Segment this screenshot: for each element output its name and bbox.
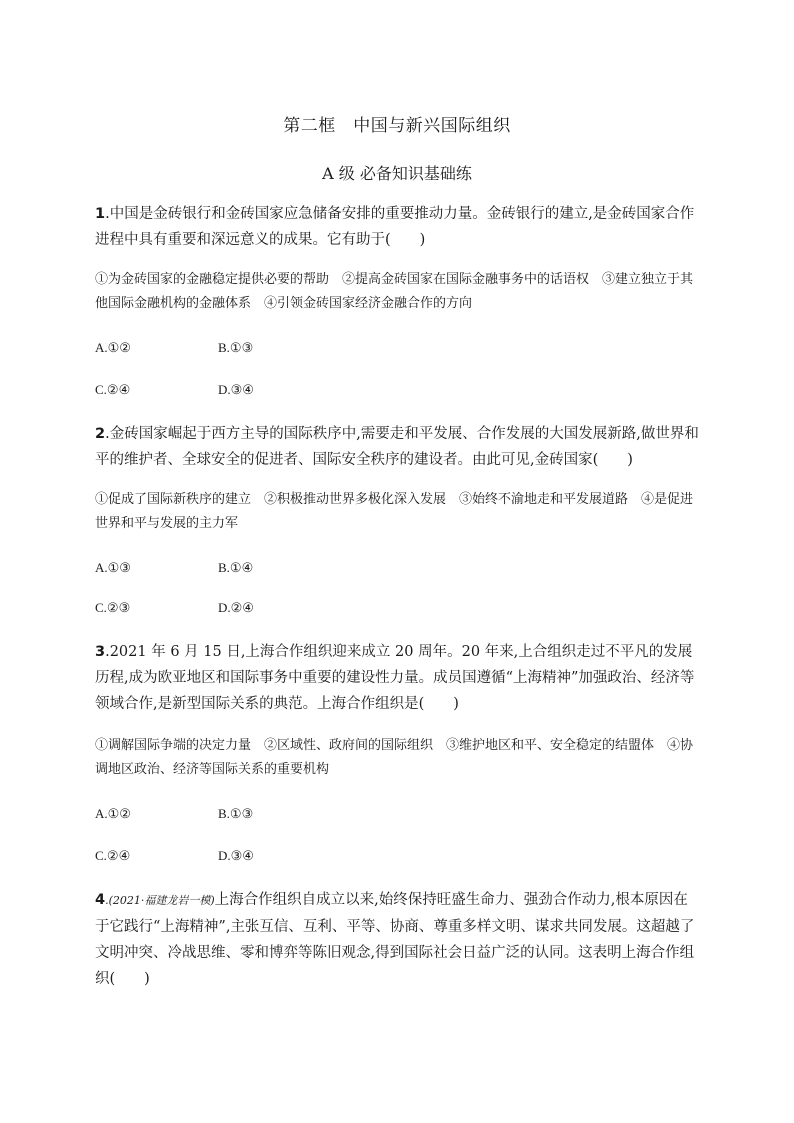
option-c: C.②④ [95,382,131,397]
question-number: 2 [95,426,106,442]
option-b: B.①④ [218,560,254,575]
option-a: A.①② [95,806,131,821]
question-2-statements: ①促成了国际新秩序的建立 ②积极推动世界多极化深入发展 ③始终不渝地走和平发展道路 ④是促进世界和平与发展的主力军 [95,492,694,531]
option-d: D.③④ [218,382,254,397]
question-3-stem: 3.2021 年 6 月 15 日,上海合作组织迎来成立 20 周年。20 年来,上合组织走过不平凡的发展历程,成为欧亚地区和国际事务中重要的建设性力量。成员国遵循“上海精神”加强政治、经济等领域合作,是新型国际关系的典范。上海合作组织是( ) [95,644,695,712]
question-number: 3 [95,644,106,660]
question-source: .(2021·福建龙岩一模) [105,894,215,907]
question-number: 4 [95,892,106,908]
page-title: 第二框 中国与新兴国际组织 [283,116,511,136]
option-d: D.②④ [218,600,254,615]
section-subtitle: A 级 必备知识基础练 [322,164,472,183]
question-number: 1 [95,206,106,222]
option-b: B.①③ [218,340,254,355]
option-b: B.①③ [218,806,254,821]
option-c: C.②③ [95,600,131,615]
question-3-statements: ①调解国际争端的决定力量 ②区域性、政府间的国际组织 ③维护地区和平、安全稳定的结盟体 ④协调地区政治、经济等国际关系的重要机构 [95,738,694,777]
question-1-stem: 1.中国是金砖银行和金砖国家应急储备安排的重要推动力量。金砖银行的建立,是金砖国家合作进程中具有重要和深远意义的成果。它有助于( ) [95,206,695,248]
question-4-stem: 4.(2021·福建龙岩一模)上海合作组织自成立以来,始终保持旺盛生命力、强劲合作动力,根本原因在于它践行“上海精神”,主张互信、互利、平等、协商、尊重多样文明、谋求共同发展。这超越了文明冲突、冷战思维、零和博弈等陈旧观念,得到国际社会日益广泛的认同。这表明上海合作组织( ) [95,892,695,987]
option-d: D.③④ [218,848,254,863]
option-a: A.①③ [95,560,131,575]
question-1-statements: ①为金砖国家的金融稳定提供必要的帮助 ②提高金砖国家在国际金融事务中的话语权 ③建立独立于其他国际金融机构的金融体系 ④引领金砖国家经济金融合作的方向 [95,272,694,311]
option-c: C.②④ [95,848,131,863]
question-2-stem: 2.金砖国家崛起于西方主导的国际秩序中,需要走和平发展、合作发展的大国发展新路,做世界和平的维护者、全球安全的促进者、国际安全秩序的建设者。由此可见,金砖国家( ) [95,426,699,468]
option-a: A.①② [95,340,131,355]
